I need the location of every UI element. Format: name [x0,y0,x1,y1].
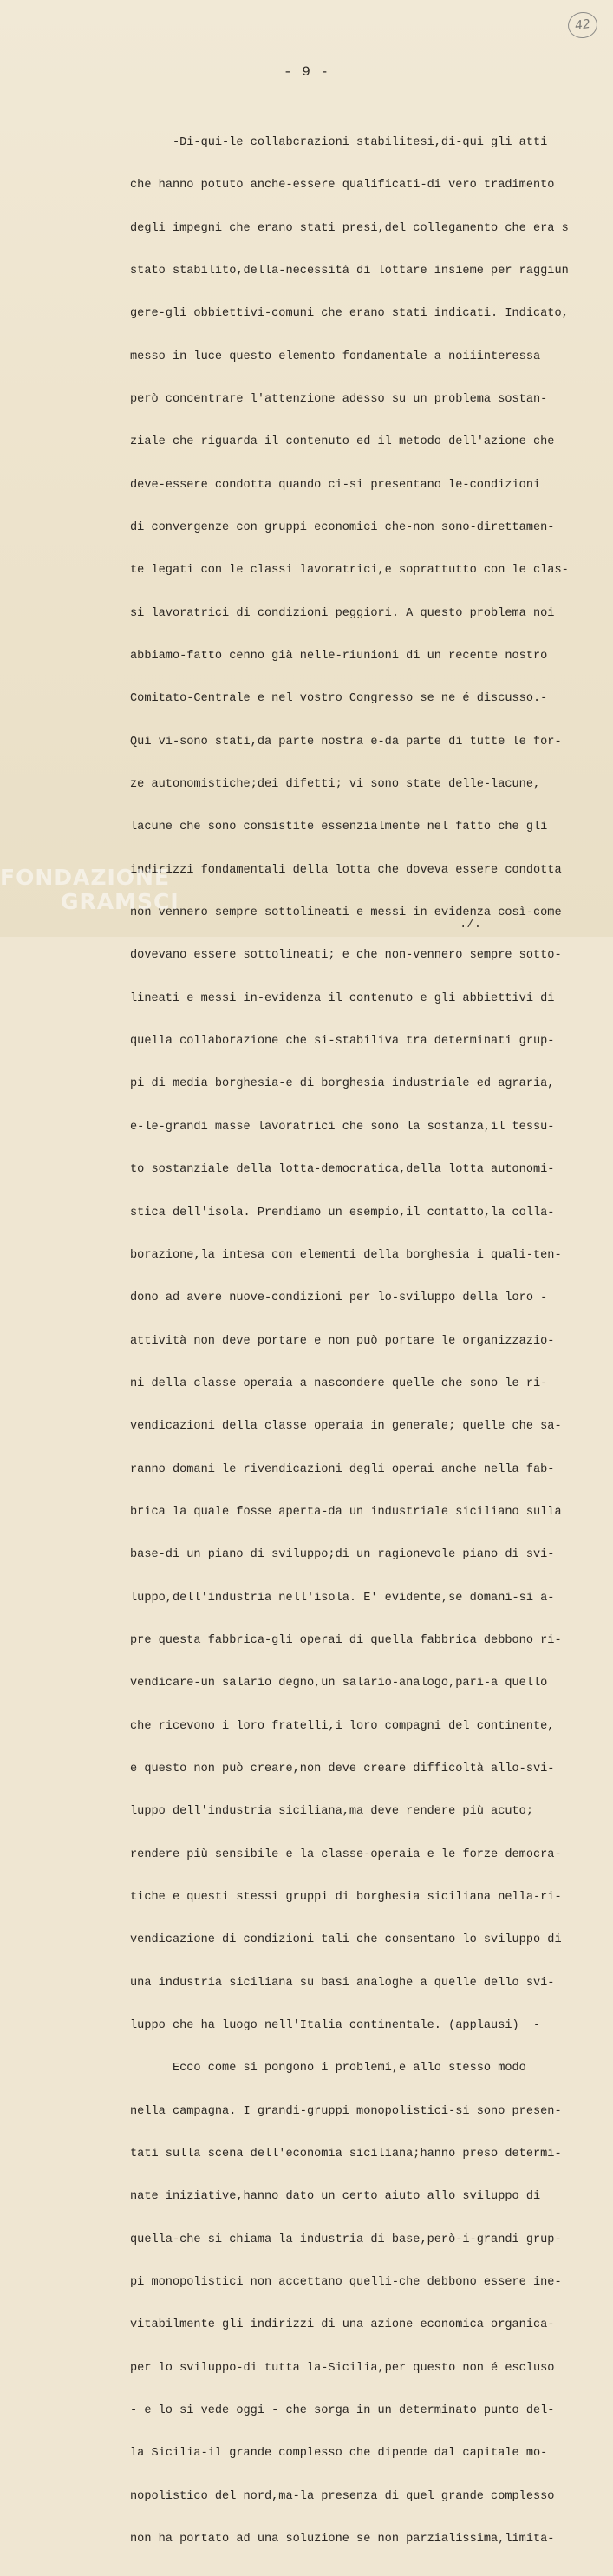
text-line: Qui vi-sono stati,da parte nostra e-da parte di tutte le for- [130,735,562,749]
text-line: abbiamo-fatto cenno già nelle-riunioni di un recente nostro [130,650,548,664]
text-line: luppo,dell'industria nell'isola. E' evidente,se domani-si a- [130,1591,555,1605]
typewritten-body [130,108,603,2576]
text-line: però concentrare l'attenzione adesso su un problema sostan- [130,392,548,406]
archive-stamp [566,10,599,40]
text-line: quella-che si chiama la industria di base,però-i-grandi grup- [130,2233,562,2246]
text-line: quella collaborazione che si-stabiliva tra determinati grup- [130,1035,555,1049]
text-line: ze autonomistiche;dei difetti; vi sono state delle-lacune, [130,778,541,792]
text-line: ni della classe operaia a nascondere quelle che sono le ri- [130,1376,548,1390]
text-line: luppo dell'industria siciliana,ma deve rendere più acuto; [130,1805,533,1819]
text-line: tati sulla scena dell'economia siciliana;hanno preso determi- [130,2148,562,2161]
text-line: nopolistico del nord,ma-la presenza di quel grande complesso [130,2489,555,2503]
text-line: ziale che riguarda il contenuto ed il metodo dell'azione che [130,435,555,449]
text-line: -Di-qui-le collabcrazioni stabilitesi,di-qui gli atti [130,135,548,149]
text-line: si lavoratrici di condizioni peggiori. A questo problema noi [130,606,555,620]
text-line: lacune che sono consistite essenzialmente nel fatto che gli [130,821,548,834]
watermark-line-1: FONDAZIONE [0,865,171,890]
text-line: pre questa fabbrica-gli operai di quella fabbrica debbono ri- [130,1633,562,1647]
text-line: vendicazione di condizioni tali che consentano lo sviluppo di [130,1933,562,1947]
text-line: to sostanziale della lotta-democratica,della lotta autonomi- [130,1163,555,1177]
text-line: rendere più sensibile e la classe-operaia e le forze democra- [130,1847,562,1861]
text-line: nella campagna. I grandi-gruppi monopolistici-si sono presen- [130,2104,562,2118]
text-line: gere-gli obbiettivi-comuni che erano stati indicati. Indicato, [130,307,569,321]
stamp-number: 42 [574,16,591,34]
text-line: che hanno potuto anche-essere qualificati-di vero tradimento [130,179,555,193]
text-line: - e lo si vede oggi - che sorga in un determinato punto del- [130,2404,555,2418]
text-line: lineati e messi in-evidenza il contenuto e gli abbiettivi di [130,991,555,1005]
text-line: non vennero sempre sottolineati e messi in evidenza così-come [130,906,562,920]
text-line: nate iniziative,hanno dato un certo aiuto allo sviluppo di [130,2190,541,2204]
text-line: attività non deve portare e non può portare le organizzazio- [130,1334,555,1348]
text-line: base-di un piano di sviluppo;di un ragionevole piano di svi- [130,1548,555,1562]
text-line: dono ad avere nuove-condizioni per lo-sviluppo della loro - [130,1291,548,1305]
page-number: - 9 - [283,64,329,80]
text-line: indirizzi fondamentali della lotta che doveva essere condotta [130,863,562,877]
text-line: pi di media borghesia-e di borghesia industriale ed agraria, [130,1077,555,1091]
text-line: non ha portato ad una soluzione se non parzialissima,limita- [130,2533,555,2547]
continuation-mark: ./. [460,918,482,932]
watermark [0,866,179,914]
text-line: e-le-grandi masse lavoratrici che sono la sostanza,il tessu- [130,1120,555,1134]
watermark-line-2: GRAMSCI [61,889,179,914]
text-line: e questo non può creare,non deve creare difficoltà allo-svi- [130,1762,555,1775]
text-line: stato stabilito,della-necessità di lottare insieme per raggiun [130,264,569,278]
text-line: luppo che ha luogo nell'Italia continentale. (applausi) - [130,2019,541,2033]
text-line: una industria siciliana su basi analoghe a quelle dello svi- [130,1976,555,1990]
text-line: borazione,la intesa con elementi della borghesia i quali-ten- [130,1248,562,1262]
text-line: brica la quale fosse aperta-da un industriale siciliano sulla [130,1505,562,1519]
text-line: Comitato-Centrale e nel vostro Congresso se ne é discusso.- [130,692,548,706]
text-line: di convergenze con gruppi economici che-non sono-direttamen- [130,521,555,534]
text-line: dovevano essere sottolineati; e che non-vennero sempre sotto- [130,949,562,963]
text-line: tiche e questi stessi gruppi di borghesia siciliana nella-ri- [130,1891,562,1904]
text-line: vendicazioni della classe operaia in generale; quelle che sa- [130,1420,562,1434]
text-line: deve-essere condotta quando ci-si presentano le-condizioni [130,478,541,492]
text-line: che ricevono i loro fratelli,i loro compagni del continente, [130,1719,555,1733]
text-line: degli impegni che erano stati presi,del collegamento che era s [130,221,569,235]
text-line: stica dell'isola. Prendiamo un esempio,il contatto,la colla- [130,1206,555,1219]
text-line: Ecco come si pongono i problemi,e allo stesso modo [130,2062,526,2076]
text-line: messo in luce questo elemento fondamentale a noiiinteressa [130,350,541,363]
text-line: ranno domani le rivendicazioni degli operai anche nella fab- [130,1462,555,1476]
text-line: la Sicilia-il grande complesso che dipende dal capitale mo- [130,2447,548,2461]
text-line: vendicare-un salario degno,un salario-analogo,pari-a quello [130,1677,548,1690]
text-line: pi monopolistici non accettano quelli-che debbono essere ine- [130,2276,562,2290]
text-line: te legati con le classi lavoratrici,e soprattutto con le clas- [130,564,569,578]
text-line: per lo sviluppo-di tutta la-Sicilia,per questo non é escluso [130,2361,555,2375]
text-line: vitabilmente gli indirizzi di una azione economica organica- [130,2318,555,2332]
